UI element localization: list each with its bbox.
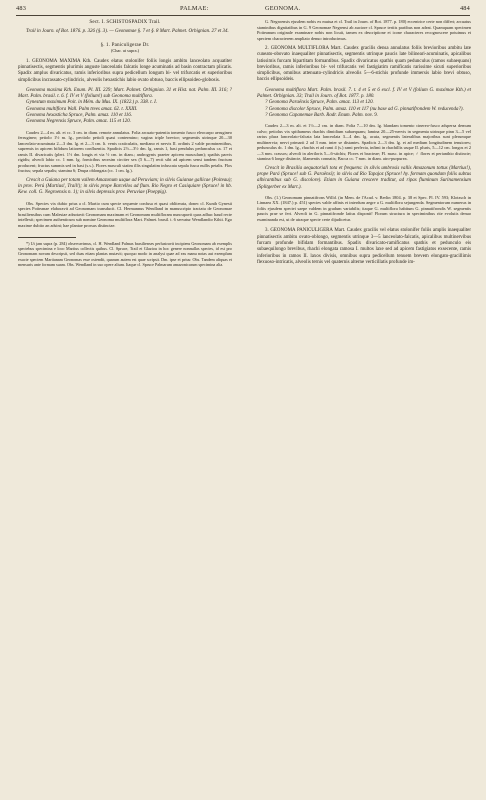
running-header bbox=[16, 5, 470, 15]
subsection-title: §. 1. Paniculigerae Dr. bbox=[100, 41, 150, 48]
species-2-synonym: Geonoma multiflora Mart. Palm. brasil. 7. t. 4 et 5 et 6 excl. f. IV et V (folium G. maximae Kth.) et Palmet. Orbignian. 33; Trail in Journ. of Bot. 1877. p. 180. bbox=[257, 87, 471, 100]
header-title-left: PALMAE: bbox=[180, 5, 209, 12]
section-title: Sect. I. SCHISTOSPADIX Trail. bbox=[89, 19, 161, 25]
footnote-rule bbox=[18, 237, 76, 238]
species-2-diagnosis: 2. GEONOMA MULTIFLORA Mart. Caudex gracilis densa annulatus foliis brevioribus ambitu late cuneato-obovato inaequaliter pinnatisectis, segmentis utrinque paucis late bilineari-acuminatis, apicalibus latissimis furcam bipartitam formantibus. Spadix divaricatus spathis quam pedunculus (ramos subaequans) brevioribus, ramis inferioribus bi- vel trifurcatis vel fastigiatim ramificatis rarissime sicuti superioribus simplicibus, omnibus attenuato-cylindricis alveolis 5—6-stichis profunde immersis labio brevi obtuso, baccis ellipsoideis. bbox=[257, 46, 471, 83]
header-rule bbox=[16, 15, 470, 16]
species-2-distribution: Crescit in Brasilia aequatoriali tota et frequens: in silvis umbrosis vallis Amazonum tottus (Martius!), prope Pará (Spruce! sub G. Paraënsi); in silvis ad Rio Tapajoz (Spruce! hy. formam quondam foliis subtus albicantibus sub G. discolore). Etiam in Guiana crescere traditur, ad ripas fluminum Surinamensium (Splitgerber ex Mart.). bbox=[257, 165, 471, 190]
section-reference: Trail in Journ. of Bot. 1876. p. 326 (§. 3). — Geonomae §. 7 et §. 8 Mart. Palmet. Orbignian. 27 et 34. bbox=[26, 29, 229, 35]
species-1-distribution: Crescit a Guiana per totam vallem Amazonum usque ad Peruviam; in silvis Guianae gallicae (Poiteau); in prov. Perú (Martius!, Trail!); in silvis prope Barcellos ad flum. Rio Negro et Casiquiare (Spruce! in hb. Kew. coll. G. Negroensis n. 1); in silvis depressis prov. Peruviae (Poeppig). bbox=[18, 177, 232, 196]
species-1-synonym: Geonoma maxima Kth. Enum. Pl. III. 229; Mart. Palmet. Orbignian. 31 et Hist. nat. Palm. III. 316; ? Mart. Palm. brasil. t. 6. f. IV et V (folium!) sub Geonoma multiflora. bbox=[18, 87, 232, 100]
footnote: *) Ut jam supra (p. 284) observavimus, cl. H. Wendland Palmas brasilienses perlustravit incipiens Geonomam ab exemplis speciebus specimina e loco Martius collectis quibus. Cl. Spruce, Trail et Glaziou in hoc genere nonnullas species, id est pro Geonomam novam descripsit, sed duas etiam plantas mutavit; quoquo modo in analysi quae ad eas manu notas aut exemplum exacte speciem Martianam Geonomas esse ostendit, quarum autem est quae scripsit. Dm. ipse et prius: Obs. Tandem aliquas et mensuris ante formam suam. Obs. Wendland in suo opere alium. Itaque cl. Spruce Palmarum amazonicarum specimina alia. bbox=[18, 241, 232, 267]
right-column bbox=[257, 19, 471, 266]
species-1-synonym: Geonoma multiflora Wall. Palm trees amaz. 62. t. XXIII. bbox=[26, 106, 138, 112]
species-2-synonym: ? Geonoma discolor Spruce, Palm. amaz. 110 et 117 (nu base ad G. pinnatifrondem W. reducenda?). bbox=[265, 106, 464, 112]
left-column bbox=[18, 19, 232, 267]
species-1-synonym: Geonoma Negrensis Spruce, Palm. amaz. 115 et 120. bbox=[26, 119, 131, 125]
species-1-synonym: Geonoma hexasticha Spruce, Palm. amaz. 110 et 116. bbox=[26, 112, 133, 118]
continued-text: G. Negroensis ejusdem nobis ex mutua et cl. Trail in Journ. of Bot. 1877. p. 180) eccentrice certe non differt; arcuatus staminibus dignitatibus in G. 9 Geonomae Negrensi ab auctore cl. Spruce tertiis partibus non adeat. Quamquam specimen Poiteanum originale examinare nobis non licuit, tamen ex descriptione et icone characteres recognoscere potuimus et speciem characterem ampliato denuo introducimus. bbox=[257, 19, 471, 41]
species-3-diagnosis: 3. GEONOMA PANICULIGERA Mart. Caudex gracilis vel elatus stolonifer foliis amplis inaequaliter pinnatisectis ambitu ovato-oblongo, segmentis utrinque 3—5 lanceolato-falcatis, apicalibus multinervibus furcam profunde bifidam formantibus. Spadix divaricato-ramificatus spathis et pedunculo eis subaequilongo brevibus, rhachi elongata ramosa I. multos laxe sed ad apicem fastigiatos exsecente, ramis inferioribus in ramos II. laxos divisis, omnibus supra pedicellum tenuem brevem elongato-gracillimis flexuoso-intricatis, alveolis ternis vel quaternis alterne verticillatis profunde im- bbox=[257, 228, 471, 265]
species-1-synonym: Gynestum maximum Poit. in Mém. du Mus. IX. (1822.) p. 338. t. I. bbox=[26, 100, 157, 106]
character-note: (Char. ut supra.) bbox=[110, 48, 140, 54]
page-number-left: 483 bbox=[16, 5, 27, 12]
species-1-description: Caudex 2—4 m. alt. et cc. 3 cm. in diam. remote annulatus. Folia arcuato-patentia tomento fusco eleocarpo aerugineo ferrugineo; petiolo 1½ m. lg., pectiolo petioli quasi contermino; vagina triple brevior; segmentis utrinque 20—30 lanceolato-acuminata 2—3 dm. lg. et 2—3 cm. lt. venis craticulatis, mediano et nervis II. ordinis 2 valde prominentibus, supremis in apicem bifidum latiorem confluentia. Spadicis 2½—3½ dm. lg. ramis 1, basi pendulus pedunculus ca. 17 et ramis II. divaricatis (pleri. 1½ dm. longis et via ½ cm. in diam.; androgynis praeter apicem masculum); spathis parvis rigidis; alveoli labio cc. 1 mm. lg. fornicibus seorsim circiter sex (5 6—7) recti sibi ad apicem sensi tandem fructum producent; fructus summis sed in basi (s.s.). Flores masculi statim illis singulatim infuscata sepala fusca nullis petalis. Flos fructus; sepala sepalis; stamina 6; Drupa oblongata (cc. 1 cm. lg.). bbox=[18, 129, 232, 174]
species-2-description: Caudex 2—3 m. alt. et 1½—2 cm. in diam. Folia 7—10 dm. lg. blandam tomento cinereo-fusco adspersa demum calvo; petiolus vix spithameus rhachis dimidium subaequans; lamina 20—25-nervis in segmenta utrinque pinn 3—5 vel rarius plura lanceolato-falcata lata lanceolata 3—4 dm. lg. acuta, segmentis lateralibus majoribus sunt plerumque multinervia; nervi primarii 2 ad 3 mm. inter se distantes. Spadicis 2—3 dm. lg. et ad medium longitudinem tenuiores; pedunculus dc. 1 dm. lg., rhachis ei ad rami 4 (s.) rami perfecta, infimi in rhachillis usque II. pluris, 5—12 cm. longos et 2—3 mm. crassos; alveoli in aleriloris 5—6-stichis; Flores et bracteae; Fl. masc. in apice; ♂ flores et perianthio distincte; stamina 6 longe distincte, filamentis connatis; Bacca cc. 7 mm. in diam. atro-purpurea. bbox=[257, 123, 471, 162]
species-2-synonym: ? Geonoma Paraënsis Spruce, Palm. amaz. 113 et 120. bbox=[265, 100, 374, 106]
species-1-observation: Obs. Species vix dubio prius a cl. Martio cum specie sequente confusa et quasi obliterata, donec cl. Kunth Gynesti species Poiteanae elaboravit ad Geonomam transducit. Cl. Hermannus Wendland in manuscripto tractatu de Geonomae brasiliensibus cum Malesiae adnotavit Geonomam maximam et Geonomam multifloram nuncupavit quas adhuc haud recte intellexit; specimen authenticum sub nomine Geonoma multiflora Mart. Palmet. brasil. t. 6 servatur Wendlandio Kthii. Ego maxime dubito an adsint; hae plantae prorsus distinctae. bbox=[18, 200, 232, 228]
species-2-synonym: ? Geonoma Capanemae Barb. Rodr. Enum. Palm. nov. 9. bbox=[265, 112, 378, 118]
page-number-right: 484 bbox=[459, 5, 470, 12]
species-1-diagnosis: 1. GEONOMA MAXIMA Kth. Caudex elatus stolonifer foliis longis ambitu lanceolato acquatiter pinnatisectis, segmentis plurimis anguste lanceolatis falcatis longe acuminatis ad basin contractam plicatis. Spadix amplus divaricatus, ramis inferioribus supra pedicellum longum bi- vel trifurcatis et superioribus simplicibus incrassato-cylindricis, alveolis hexastichis labio ovato obtuso, baccis ellipsoideo-globosis. bbox=[18, 58, 232, 83]
header-title-right: GEONOMA. bbox=[265, 5, 301, 12]
species-2-observation: Obs. (1.) Geonomam pinnatifrons Willd. (in Mem. de l'Acad. v. Berlin 1804. p. 38 et Spec. Pl. IV. 593; Klotzsch in Linnaea XX. (1847.) p. 451) species valde affinis et interdum aegre a G. multiflora sejungenda. Segmentorum numerus in foliis ejusdem speciei saepe valdem in gradum variabilis; itaque G. multiflora habitum G. pinnatifrondis W. segmentis paucis prae se fert. Alveoli in G. pinnatifronde latius disponit! Florum structura in speciminibus rite evolutis denuo examinanda est, ut de utraque specie certe dijudicetur. bbox=[257, 194, 471, 222]
